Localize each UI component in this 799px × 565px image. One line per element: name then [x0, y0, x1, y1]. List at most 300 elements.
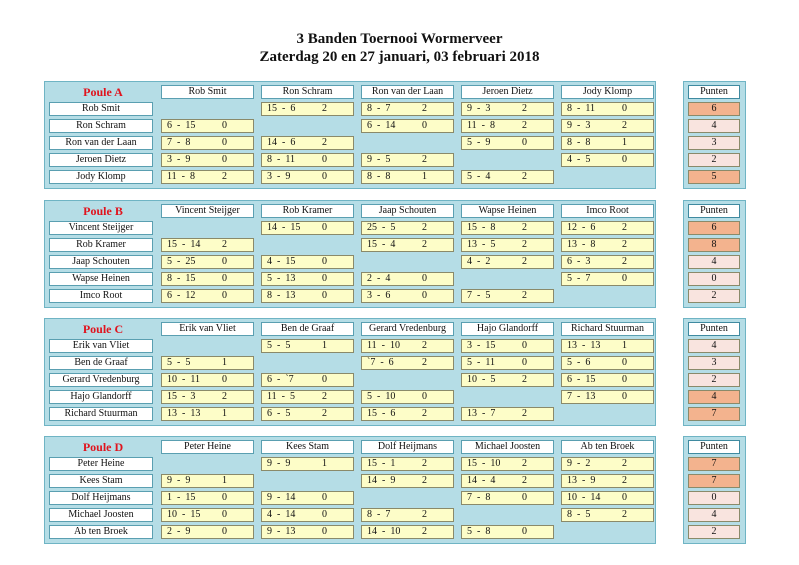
poule-panel: [44, 318, 656, 426]
match-score: 3 - 9: [267, 171, 291, 182]
match-result-cell: [561, 508, 654, 522]
match-result-cell: [561, 491, 654, 505]
points-value: 4: [688, 508, 740, 522]
column-header: Michael Joosten: [461, 440, 554, 454]
points-value: 4: [688, 390, 740, 404]
tournament-title: 3 Banden Toernooi Wormerveer: [296, 31, 503, 47]
match-score: 10 - 5: [467, 374, 496, 385]
row-player-name: Michael Joosten: [49, 508, 153, 522]
points-value: 6: [688, 102, 740, 116]
match-score: 8 - 11: [267, 154, 295, 165]
match-points: 2: [322, 137, 327, 148]
match-points: 0: [322, 374, 327, 385]
match-result-cell: [261, 525, 354, 539]
points-value: 4: [688, 255, 740, 269]
points-value: 2: [688, 153, 740, 167]
match-result-cell: [261, 102, 354, 116]
match-score: 4 - 2: [467, 256, 491, 267]
match-score: 8 - 7: [367, 509, 391, 520]
match-result-cell: [461, 102, 554, 116]
match-result-cell: [361, 289, 454, 303]
match-score: 7 - 5: [467, 290, 491, 301]
match-score: 5 - 5: [267, 340, 291, 351]
match-result-cell: [561, 373, 654, 387]
match-score: 12 - 6: [567, 222, 596, 233]
match-result-cell: [261, 221, 354, 235]
column-header: Jeroen Dietz: [461, 85, 554, 99]
match-points: 1: [322, 458, 327, 469]
match-points: 2: [422, 408, 427, 419]
match-score: 9 - 2: [567, 458, 591, 469]
match-points: 2: [422, 340, 427, 351]
match-points: 0: [622, 492, 627, 503]
match-points: 1: [322, 340, 327, 351]
row-player-name: Jody Klomp: [49, 170, 153, 184]
match-score: 15 - 1: [367, 458, 396, 469]
match-points: 0: [622, 357, 627, 368]
match-score: 8 - 13: [267, 290, 296, 301]
match-result-cell: [361, 221, 454, 235]
match-score: 5 - 9: [467, 137, 491, 148]
match-score: 9 - 14: [267, 492, 296, 503]
match-result-cell: [261, 170, 354, 184]
match-score: 7 - 8: [467, 492, 491, 503]
match-points: 2: [622, 458, 627, 469]
match-score: 13 - 9: [567, 475, 596, 486]
points-panel: [683, 318, 746, 426]
match-result-cell: [361, 356, 454, 370]
row-player-name: Ben de Graaf: [49, 356, 153, 370]
row-player-name: Hajo Glandorff: [49, 390, 153, 404]
column-header: Kees Stam: [261, 440, 354, 454]
match-result-cell: [461, 407, 554, 421]
match-points: 2: [622, 222, 627, 233]
points-value: 5: [688, 170, 740, 184]
match-result-cell: [461, 373, 554, 387]
match-points: 2: [422, 239, 427, 250]
match-result-cell: [361, 119, 454, 133]
match-points: 2: [522, 475, 527, 486]
match-score: 5 - 6: [567, 357, 591, 368]
match-points: 2: [222, 171, 227, 182]
points-value: 4: [688, 119, 740, 133]
match-points: 2: [522, 103, 527, 114]
row-player-name: Richard Stuurman: [49, 407, 153, 421]
points-header: Punten: [688, 85, 740, 99]
match-points: 0: [522, 492, 527, 503]
match-points: 2: [422, 357, 427, 368]
match-result-cell: [561, 390, 654, 404]
column-header: Jaap Schouten: [361, 204, 454, 218]
match-points: 0: [322, 509, 327, 520]
match-result-cell: [261, 390, 354, 404]
match-result-cell: [561, 474, 654, 488]
match-points: 2: [522, 256, 527, 267]
row-player-name: Kees Stam: [49, 474, 153, 488]
match-result-cell: [461, 474, 554, 488]
match-score: 5 - 7: [567, 273, 591, 284]
match-result-cell: [261, 289, 354, 303]
row-player-name: Gerard Vredenburg: [49, 373, 153, 387]
match-result-cell: [561, 457, 654, 471]
match-result-cell: [161, 255, 254, 269]
match-result-cell: [561, 272, 654, 286]
match-result-cell: [461, 170, 554, 184]
match-result-cell: [161, 170, 254, 184]
match-result-cell: [161, 508, 254, 522]
tournament-dates: Zaterdag 20 en 27 januari, 03 februari 2018: [259, 49, 540, 65]
row-player-name: Rob Kramer: [49, 238, 153, 252]
match-result-cell: [361, 339, 454, 353]
points-value: 4: [688, 339, 740, 353]
match-result-cell: [161, 153, 254, 167]
match-points: 2: [522, 239, 527, 250]
match-result-cell: [161, 491, 254, 505]
match-score: 9 - 3: [567, 120, 591, 131]
match-result-cell: [361, 407, 454, 421]
row-player-name: Jeroen Dietz: [49, 153, 153, 167]
match-result-cell: [261, 136, 354, 150]
row-player-name: Rob Smit: [49, 102, 153, 116]
match-result-cell: [361, 474, 454, 488]
match-score: 10 - 14: [567, 492, 601, 503]
match-points: 0: [322, 492, 327, 503]
match-points: 0: [322, 273, 327, 284]
match-points: 2: [322, 391, 327, 402]
match-result-cell: [361, 525, 454, 539]
match-points: 0: [522, 526, 527, 537]
column-header: Erik van Vliet: [161, 322, 254, 336]
match-result-cell: [161, 525, 254, 539]
match-points: 2: [422, 103, 427, 114]
match-score: 9 - 3: [467, 103, 491, 114]
match-points: 0: [522, 357, 527, 368]
match-points: 2: [522, 408, 527, 419]
points-panel: [683, 81, 746, 189]
match-points: 0: [222, 290, 227, 301]
match-points: 2: [222, 391, 227, 402]
match-score: 14 - 10: [367, 526, 401, 537]
match-score: 8 - 7: [367, 103, 391, 114]
match-points: 1: [622, 137, 627, 148]
match-points: 2: [422, 154, 427, 165]
match-score: 10 - 15: [167, 509, 201, 520]
match-score: 15 - 14: [167, 239, 201, 250]
match-points: 0: [222, 256, 227, 267]
poule-panel: [44, 81, 656, 189]
match-score: 14 - 6: [267, 137, 296, 148]
column-header: Dolf Heijmans: [361, 440, 454, 454]
column-header: Rob Smit: [161, 85, 254, 99]
match-score: 9 - 13: [267, 526, 296, 537]
points-value: 7: [688, 474, 740, 488]
match-result-cell: [161, 119, 254, 133]
match-score: 14 - 4: [467, 475, 496, 486]
points-header: Punten: [688, 440, 740, 454]
points-value: 2: [688, 525, 740, 539]
points-value: 7: [688, 457, 740, 471]
match-result-cell: [361, 390, 454, 404]
match-result-cell: [161, 238, 254, 252]
match-result-cell: [261, 508, 354, 522]
match-result-cell: [361, 170, 454, 184]
match-score: 9 - 9: [167, 475, 191, 486]
match-result-cell: [461, 356, 554, 370]
match-result-cell: [161, 390, 254, 404]
match-points: 2: [422, 509, 427, 520]
match-points: 0: [622, 374, 627, 385]
column-header: Gerard Vredenburg: [361, 322, 454, 336]
column-header: Richard Stuurman: [561, 322, 654, 336]
match-points: 2: [522, 458, 527, 469]
match-score: 6 - 15: [167, 120, 196, 131]
match-points: 2: [622, 120, 627, 131]
match-score: 8 - 15: [167, 273, 196, 284]
match-score: 5 - 8: [467, 526, 491, 537]
match-score: 5 - 25: [167, 256, 196, 267]
match-score: 11 - 5: [267, 391, 295, 402]
match-points: 0: [222, 492, 227, 503]
match-points: 2: [322, 408, 327, 419]
match-score: 10 - 11: [167, 374, 200, 385]
match-points: 1: [622, 340, 627, 351]
row-player-name: Wapse Heinen: [49, 272, 153, 286]
match-points: 2: [422, 222, 427, 233]
match-score: 15 - 6: [267, 103, 296, 114]
match-points: 2: [422, 458, 427, 469]
match-result-cell: [561, 221, 654, 235]
match-points: 0: [322, 154, 327, 165]
match-score: 4 - 15: [267, 256, 296, 267]
match-score: 14 - 9: [367, 475, 396, 486]
match-score: `7 - 6: [367, 357, 394, 368]
match-points: 2: [322, 103, 327, 114]
match-points: 0: [622, 154, 627, 165]
match-result-cell: [261, 373, 354, 387]
match-result-cell: [561, 255, 654, 269]
points-value: 6: [688, 221, 740, 235]
column-header: Ben de Graaf: [261, 322, 354, 336]
match-score: 6 - 5: [267, 408, 291, 419]
match-points: 0: [522, 340, 527, 351]
match-score: 11 - 8: [467, 120, 495, 131]
match-score: 11 - 8: [167, 171, 195, 182]
match-points: 0: [622, 273, 627, 284]
match-score: 15 - 10: [467, 458, 501, 469]
match-score: 2 - 4: [367, 273, 391, 284]
match-result-cell: [161, 474, 254, 488]
match-score: 9 - 5: [367, 154, 391, 165]
match-result-cell: [561, 356, 654, 370]
match-points: 2: [422, 475, 427, 486]
match-points: 2: [622, 509, 627, 520]
match-points: 2: [222, 239, 227, 250]
match-score: 8 - 8: [367, 171, 391, 182]
points-value: 0: [688, 491, 740, 505]
match-score: 4 - 14: [267, 509, 296, 520]
match-points: 0: [322, 222, 327, 233]
match-score: 5 - 13: [267, 273, 296, 284]
points-panel: [683, 200, 746, 308]
match-score: 13 - 13: [567, 340, 601, 351]
match-score: 6 - 12: [167, 290, 196, 301]
row-player-name: Jaap Schouten: [49, 255, 153, 269]
points-value: 3: [688, 356, 740, 370]
match-result-cell: [461, 255, 554, 269]
match-result-cell: [261, 255, 354, 269]
match-score: 8 - 5: [567, 509, 591, 520]
match-points: 0: [422, 391, 427, 402]
points-header: Punten: [688, 204, 740, 218]
match-result-cell: [461, 457, 554, 471]
match-score: 2 - 9: [167, 526, 191, 537]
match-score: 5 - 11: [467, 357, 495, 368]
poule-title: Poule D: [82, 440, 124, 454]
match-points: 2: [522, 374, 527, 385]
row-player-name: Erik van Vliet: [49, 339, 153, 353]
match-result-cell: [361, 102, 454, 116]
row-player-name: Vincent Steijger: [49, 221, 153, 235]
match-result-cell: [561, 339, 654, 353]
match-score: 15 - 4: [367, 239, 396, 250]
match-score: 1 - 15: [167, 492, 196, 503]
match-score: 15 - 3: [167, 391, 196, 402]
match-score: 6 - 14: [367, 120, 396, 131]
match-points: 2: [522, 290, 527, 301]
match-points: 2: [422, 526, 427, 537]
match-result-cell: [461, 525, 554, 539]
match-result-cell: [361, 153, 454, 167]
match-result-cell: [561, 102, 654, 116]
match-points: 0: [322, 290, 327, 301]
match-result-cell: [361, 238, 454, 252]
column-header: Ron van der Laan: [361, 85, 454, 99]
match-score: 6 - `7: [267, 374, 294, 385]
match-result-cell: [461, 221, 554, 235]
match-points: 1: [222, 475, 227, 486]
match-score: 8 - 11: [567, 103, 595, 114]
row-player-name: Peter Heine: [49, 457, 153, 471]
column-header: Ab ten Broek: [561, 440, 654, 454]
match-points: 0: [422, 120, 427, 131]
points-value: 3: [688, 136, 740, 150]
match-points: 0: [322, 256, 327, 267]
match-score: 3 - 9: [167, 154, 191, 165]
match-points: 0: [222, 120, 227, 131]
column-header: Wapse Heinen: [461, 204, 554, 218]
match-score: 6 - 15: [567, 374, 596, 385]
match-points: 1: [422, 171, 427, 182]
match-result-cell: [161, 407, 254, 421]
row-player-name: Ron Schram: [49, 119, 153, 133]
match-result-cell: [161, 272, 254, 286]
column-header: Hajo Glandorff: [461, 322, 554, 336]
match-result-cell: [161, 356, 254, 370]
match-points: 0: [422, 290, 427, 301]
poule-panel: [44, 436, 656, 544]
match-result-cell: [461, 119, 554, 133]
match-score: 5 - 10: [367, 391, 396, 402]
points-value: 2: [688, 373, 740, 387]
match-points: 0: [222, 273, 227, 284]
match-points: 2: [622, 239, 627, 250]
match-result-cell: [361, 508, 454, 522]
match-points: 0: [222, 154, 227, 165]
match-points: 0: [222, 526, 227, 537]
row-player-name: Dolf Heijmans: [49, 491, 153, 505]
match-result-cell: [361, 272, 454, 286]
match-result-cell: [361, 457, 454, 471]
match-result-cell: [261, 153, 354, 167]
match-score: 7 - 8: [167, 137, 191, 148]
match-points: 2: [622, 256, 627, 267]
match-score: 9 - 9: [267, 458, 291, 469]
match-result-cell: [461, 289, 554, 303]
match-points: 1: [222, 408, 227, 419]
poule-title: Poule B: [83, 204, 123, 218]
match-score: 13 - 13: [167, 408, 201, 419]
match-score: 11 - 10: [367, 340, 400, 351]
match-score: 7 - 13: [567, 391, 596, 402]
column-header: Peter Heine: [161, 440, 254, 454]
match-score: 6 - 3: [567, 256, 591, 267]
match-result-cell: [461, 238, 554, 252]
points-value: 0: [688, 272, 740, 286]
match-score: 13 - 7: [467, 408, 496, 419]
match-points: 0: [222, 509, 227, 520]
match-result-cell: [561, 136, 654, 150]
match-points: 0: [622, 391, 627, 402]
match-score: 3 - 15: [467, 340, 496, 351]
match-result-cell: [461, 136, 554, 150]
poule-title: Poule C: [82, 322, 124, 336]
column-header: Rob Kramer: [261, 204, 354, 218]
match-result-cell: [261, 457, 354, 471]
row-player-name: Ron van der Laan: [49, 136, 153, 150]
match-points: 0: [222, 137, 227, 148]
match-result-cell: [461, 339, 554, 353]
column-header: Vincent Steijger: [161, 204, 254, 218]
match-points: 0: [422, 273, 427, 284]
match-score: 5 - 4: [467, 171, 491, 182]
match-score: 14 - 15: [267, 222, 301, 233]
match-points: 0: [522, 137, 527, 148]
match-points: 1: [222, 357, 227, 368]
match-score: 5 - 5: [167, 357, 191, 368]
poule-title: Poule A: [83, 85, 123, 99]
match-score: 8 - 8: [567, 137, 591, 148]
match-result-cell: [561, 119, 654, 133]
match-points: 2: [522, 171, 527, 182]
match-points: 2: [622, 475, 627, 486]
match-points: 0: [322, 171, 327, 182]
points-panel: [683, 436, 746, 544]
points-header: Punten: [688, 322, 740, 336]
match-result-cell: [161, 373, 254, 387]
column-header: Imco Root: [561, 204, 654, 218]
match-result-cell: [261, 272, 354, 286]
match-result-cell: [561, 238, 654, 252]
row-player-name: Ab ten Broek: [49, 525, 153, 539]
match-points: 0: [222, 374, 227, 385]
match-result-cell: [561, 153, 654, 167]
column-header: Ron Schram: [261, 85, 354, 99]
match-points: 2: [522, 120, 527, 131]
match-result-cell: [261, 407, 354, 421]
match-score: 13 - 5: [467, 239, 496, 250]
match-score: 13 - 8: [567, 239, 596, 250]
match-result-cell: [161, 136, 254, 150]
